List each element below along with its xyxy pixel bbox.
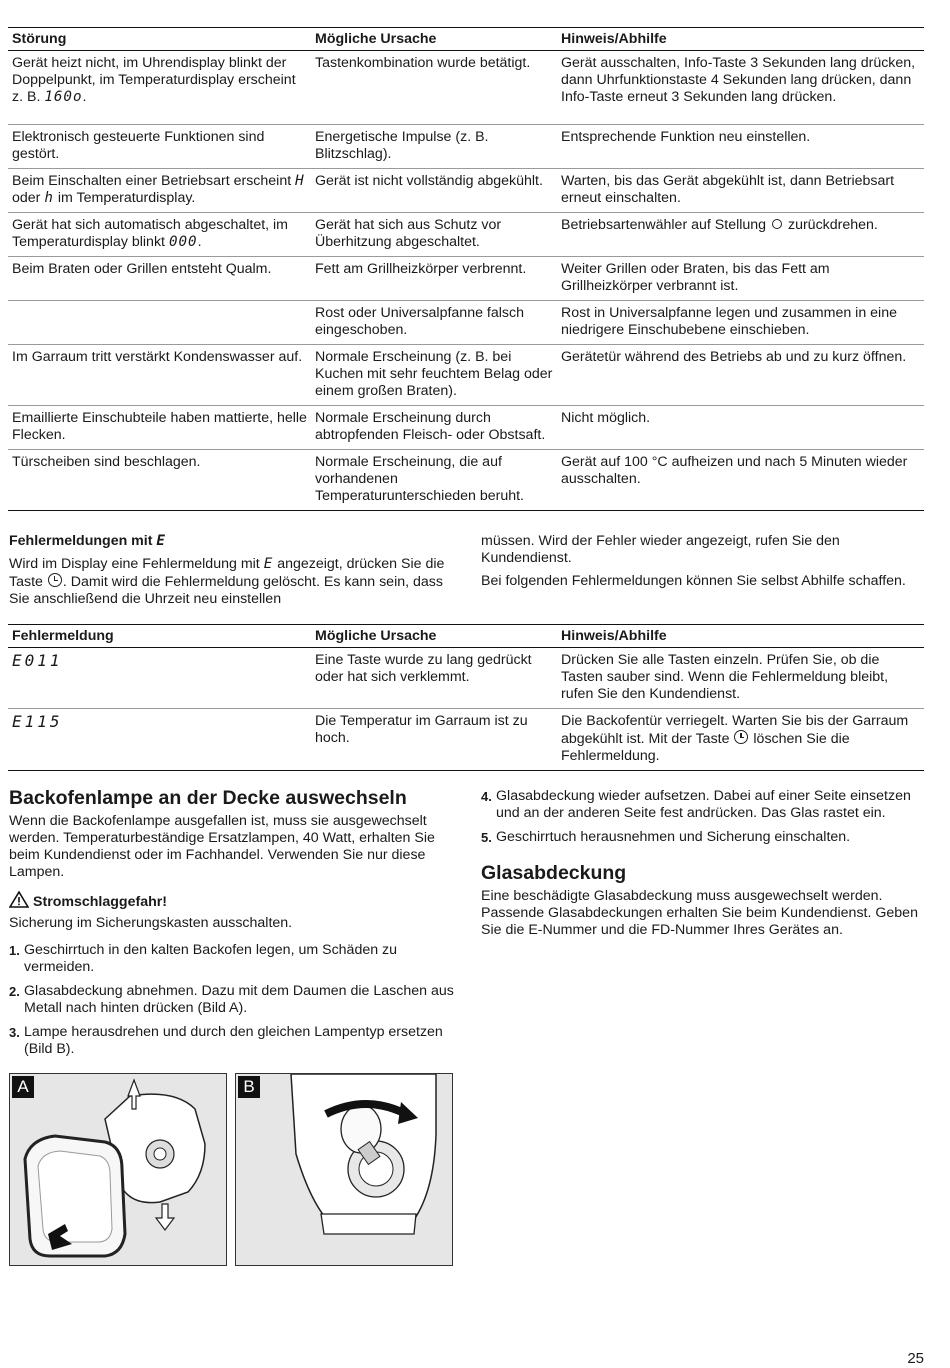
figure-a: [9, 1073, 227, 1266]
cell-ursache: Eine Taste wurde zu lang gedrückt oder hat sich verklemmt.: [315, 652, 532, 685]
cell-abhilfe: Gerätetür während des Betriebs ab und zu kurz öffnen.: [561, 349, 907, 365]
cell-ursache: Gerät hat sich aus Schutz vor Überhitzung abgeschaltet.: [315, 217, 502, 250]
list-item: 1. Geschirrtuch in den kalten Backofen legen, um Schäden zu vermeiden.: [9, 942, 398, 975]
cell-stoerung: Elektronisch gesteuerte Funktionen sind gestört.: [12, 129, 265, 162]
header-ursache: Mögliche Ursache: [315, 31, 437, 47]
cell-ursache: Energetische Impulse (z. B. Blitzschlag).: [315, 129, 489, 162]
list-item: 3. Lampe herausdrehen und durch den gleichen Lampentyp ersetzen (Bild B).: [9, 1024, 443, 1057]
header-abhilfe: Hinweis/Abhilfe: [561, 31, 667, 47]
display-code: 160o: [44, 89, 83, 105]
cell-error-code: E115: [12, 712, 63, 731]
cell-ursache: Gerät ist nicht vollständig abgekühlt.: [315, 173, 543, 189]
error-section-paragraph: Wird im Display eine Fehlermeldung mit E angezeigt, drücken Sie die Taste . Damit wird die Fehlermeldung gelöscht. Es kann sein, dass Sie anschließend die Uhrzeit neu einstellen: [9, 556, 445, 607]
table-row: [8, 257, 924, 301]
figure-label: A: [12, 1076, 34, 1098]
cell-ursache: Normale Erscheinung, die auf vorhandenen Temperaturunterschieden beruht.: [315, 454, 524, 504]
error-section-paragraph: müssen. Wird der Fehler wieder angezeigt, rufen Sie den Kundendienst.: [481, 533, 840, 566]
cell-stoerung: Im Garraum tritt verstärkt Kondenswasser auf.: [12, 349, 303, 365]
steps-list: [481, 788, 921, 846]
cell-ursache: Die Temperatur im Garraum ist zu hoch.: [315, 713, 528, 746]
table-row: [8, 709, 924, 771]
troubleshooting-table: [8, 27, 924, 511]
header-ursache: Mögliche Ursache: [315, 628, 437, 644]
lamp-replacement-illustration: [236, 1074, 452, 1265]
cell-abhilfe: Die Backofentür verriegelt. Warten Sie bis der Garraum abgekühlt ist. Mit der Taste löschen Sie die Fehlermeldung.: [561, 713, 909, 764]
error-codes-table: [8, 624, 924, 771]
table-row: [8, 406, 924, 450]
glass-section-text: Eine beschädigte Glasabdeckung muss ausgewechselt werden. Passende Glasabdeckungen erhalten Sie beim Kundendienst. Geben Sie die E-Nummer und die FD-Nummer Ihres Gerätes an.: [481, 888, 918, 938]
figure-b: [235, 1073, 453, 1266]
figure-label: B: [238, 1076, 260, 1098]
cell-abhilfe: Entsprechende Funktion neu einstellen.: [561, 129, 811, 145]
clock-icon: [734, 730, 748, 744]
display-code: 000: [168, 234, 198, 250]
cell-stoerung: Emaillierte Einschubteile haben mattierte, helle Flecken.: [12, 410, 307, 443]
error-section-left: [9, 533, 459, 608]
cell-stoerung: [8, 301, 311, 345]
table-row: [8, 648, 924, 709]
table-row: [8, 213, 924, 257]
lamp-cover-removal-illustration: [10, 1074, 226, 1265]
table-row: [8, 169, 924, 213]
warning-triangle-icon: [9, 891, 29, 908]
cell-abhilfe: Gerät auf 100 °C aufheizen und nach 5 Minuten wieder ausschalten.: [561, 454, 908, 487]
cell-abhilfe: Rost in Universalpfanne legen und zusammen in eine niedrigere Einschubebene einschieben.: [561, 305, 897, 338]
warning-heading: Stromschlaggefahr!: [9, 891, 456, 911]
off-position-icon: [772, 219, 782, 229]
cell-abhilfe: Gerät ausschalten, Info-Taste 3 Sekunden lang drücken, dann Uhrfunktionstaste 4 Sekunden lang drücken, dann Info-Taste erneut 3 Sekunden lang drücken.: [561, 55, 916, 105]
header-stoerung: Störung: [12, 31, 67, 47]
error-section-heading: Fehlermeldungen mit E: [9, 533, 166, 549]
display-code: h: [44, 190, 54, 206]
table-row: [8, 450, 924, 511]
lamp-section-title: Backofenlampe an der Decke auswechseln: [9, 787, 407, 809]
header-abhilfe: Hinweis/Abhilfe: [561, 628, 667, 644]
lamp-section: [9, 787, 456, 1065]
table-header-row: [8, 625, 924, 648]
cell-ursache: Rost oder Universalpfanne falsch eingeschoben.: [315, 305, 524, 338]
cell-abhilfe: Betriebsartenwähler auf Stellung zurückdrehen.: [561, 217, 878, 233]
page-number: 25: [907, 1350, 924, 1367]
cell-stoerung: Türscheiben sind beschlagen.: [12, 454, 201, 470]
lamp-intro: Wenn die Backofenlampe ausgefallen ist, muss sie ausgewechselt werden. Temperaturbeständige Ersatzlampen, 40 Watt, erhalten Sie beim Kundendienst oder im Fachhandel. Verwenden Sie nur diese Lampen.: [9, 813, 435, 880]
glass-section-title: Glasabdeckung: [481, 862, 627, 884]
steps-list: [9, 942, 456, 1058]
lamp-section-continued: [481, 788, 921, 939]
table-row: [8, 301, 924, 345]
cell-ursache: Tastenkombination wurde betätigt.: [315, 55, 531, 71]
cell-ursache: Fett am Grillheizkörper verbrennt.: [315, 261, 527, 277]
cell-abhilfe: Drücken Sie alle Tasten einzeln. Prüfen Sie, ob die Tasten sauber sind. Wenn die Fehlermeldung bleibt, rufen Sie den Kundendienst.: [561, 652, 889, 702]
display-code: H: [295, 173, 305, 189]
cell-ursache: Normale Erscheinung durch abtropfenden Fleisch- oder Obstsaft.: [315, 410, 546, 443]
cell-stoerung: Gerät heizt nicht, im Uhrendisplay blinkt der Doppelpunkt, im Temperaturdisplay erscheint z. B. 160o.: [12, 55, 296, 105]
cell-ursache: Normale Erscheinung (z. B. bei Kuchen mit sehr feuchtem Belag oder einem großen Braten).: [315, 349, 553, 399]
error-section-right: [481, 533, 921, 590]
cell-error-code: E011: [12, 651, 63, 670]
cell-abhilfe: Nicht möglich.: [561, 410, 651, 426]
cell-stoerung: Beim Braten oder Grillen entsteht Qualm.: [12, 261, 272, 277]
cell-abhilfe: Weiter Grillen oder Braten, bis das Fett am Grillheizkörper verbrannt ist.: [561, 261, 830, 294]
table-header-row: [8, 28, 924, 51]
list-item: 2. Glasabdeckung abnehmen. Dazu mit dem Daumen die Laschen aus Metall nach hinten drücken (Bild A).: [9, 983, 454, 1016]
table-row: [8, 345, 924, 406]
cell-stoerung: Beim Einschalten einer Betriebsart erscheint H oder h im Temperaturdisplay.: [12, 173, 305, 206]
header-fehlermeldung: Fehlermeldung: [12, 628, 114, 644]
clock-icon: [48, 573, 62, 587]
table-row: [8, 51, 924, 125]
list-item: 5. Geschirrtuch herausnehmen und Sicherung einschalten.: [481, 829, 851, 845]
list-item: 4. Glasabdeckung wieder aufsetzen. Dabei auf einer Seite einsetzen und an der anderen Seite fest andrücken. Das Glas rastet ein.: [481, 788, 911, 821]
cell-stoerung: Gerät hat sich automatisch abgeschaltet, im Temperaturdisplay blinkt 000.: [12, 217, 289, 250]
warning-text: Sicherung im Sicherungskasten ausschalten.: [9, 915, 293, 931]
error-section-paragraph: Bei folgenden Fehlermeldungen können Sie selbst Abhilfe schaffen.: [481, 573, 906, 589]
cell-abhilfe: Warten, bis das Gerät abgekühlt ist, dann Betriebsart erneut einschalten.: [561, 173, 895, 206]
table-row: [8, 125, 924, 169]
